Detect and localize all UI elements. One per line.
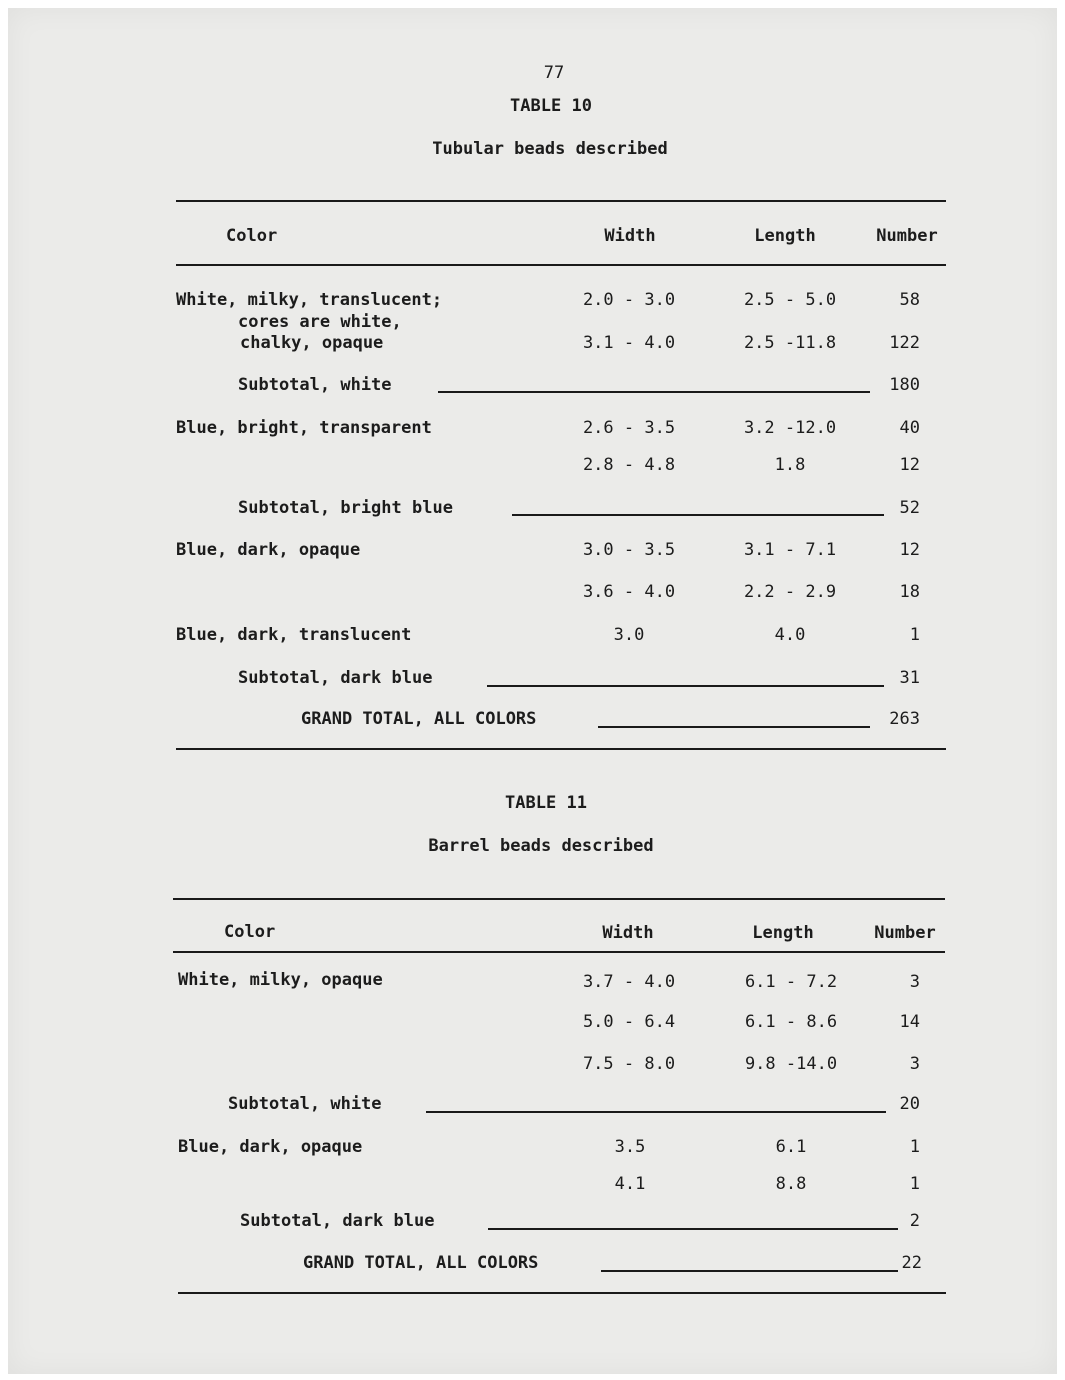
table-11-caption: Barrel beads described bbox=[428, 836, 654, 856]
table-11-row-number: 1 bbox=[909, 1137, 920, 1157]
table-10-grand-total-number: 263 bbox=[889, 709, 920, 729]
table-11-row-width: 7.5 - 8.0 bbox=[582, 1054, 676, 1074]
table-10-row-width: 3.6 - 4.0 bbox=[582, 582, 676, 602]
table-11-header-length: Length bbox=[752, 923, 814, 943]
table-10-row-color: Blue, dark, translucent bbox=[176, 625, 412, 645]
table-10-row-color: Blue, dark, opaque bbox=[176, 540, 361, 560]
table-10-subtotal-number: 31 bbox=[899, 668, 920, 688]
table-10-subtotal-label: Subtotal, bright blue bbox=[238, 498, 453, 518]
table-10-row-color: Blue, bright, transparent bbox=[176, 418, 432, 438]
table-10-top-rule bbox=[176, 200, 946, 202]
table-10-row-width: 2.8 - 4.8 bbox=[582, 455, 676, 475]
table-10-row-length: 3.2 -12.0 bbox=[743, 418, 837, 438]
table-10-header-number: Number bbox=[876, 226, 938, 246]
table-10-row-color: chalky, opaque bbox=[240, 333, 384, 353]
table-10-row-number: 12 bbox=[899, 540, 920, 560]
document-page bbox=[8, 8, 1057, 1374]
table-11-row-number: 3 bbox=[909, 1054, 920, 1074]
table-10-row-width: 3.1 - 4.0 bbox=[582, 333, 676, 353]
table-10-header-length: Length bbox=[754, 226, 816, 246]
table-10-leader-line bbox=[487, 685, 884, 687]
table-11-leader-line bbox=[426, 1111, 886, 1113]
table-10-caption: Tubular beads described bbox=[432, 139, 668, 159]
table-11-row-number: 3 bbox=[909, 972, 920, 992]
table-11-row-length: 6.1 bbox=[775, 1137, 807, 1157]
table-11-row-number: 14 bbox=[899, 1012, 920, 1032]
table-11-row-width: 3.7 - 4.0 bbox=[582, 972, 676, 992]
table-10-header-rule bbox=[176, 264, 946, 266]
table-11-bottom-rule bbox=[178, 1292, 946, 1294]
table-10-subtotal-number: 52 bbox=[899, 498, 920, 518]
table-11-header-number: Number bbox=[874, 923, 936, 943]
table-10-row-color: cores are white, bbox=[238, 312, 402, 332]
table-11-leader-line bbox=[488, 1228, 898, 1230]
table-11-row-number: 1 bbox=[909, 1174, 920, 1194]
table-11-subtotal-number: 2 bbox=[909, 1211, 920, 1231]
table-11-row-color: White, milky, opaque bbox=[178, 970, 383, 990]
table-10-row-number: 122 bbox=[889, 333, 920, 353]
table-11-row-color: Blue, dark, opaque bbox=[178, 1137, 363, 1157]
table-11-grand-total-number: 22 bbox=[901, 1253, 922, 1273]
table-11-row-length: 9.8 -14.0 bbox=[744, 1054, 838, 1074]
table-10-subtotal-label: Subtotal, white bbox=[238, 375, 392, 395]
table-11-grand-total-label: GRAND TOTAL, ALL COLORS bbox=[303, 1253, 539, 1273]
table-10-row-width: 3.0 bbox=[613, 625, 645, 645]
table-10-row-number: 12 bbox=[899, 455, 920, 475]
table-10-row-width: 3.0 - 3.5 bbox=[582, 540, 676, 560]
table-10-row-length: 2.2 - 2.9 bbox=[743, 582, 837, 602]
table-10-bottom-rule bbox=[176, 748, 946, 750]
table-11-leader-line bbox=[601, 1270, 898, 1272]
table-10-row-length: 2.5 -11.8 bbox=[743, 333, 837, 353]
table-10-row-number: 18 bbox=[899, 582, 920, 602]
table-11-top-rule bbox=[173, 898, 945, 900]
table-11-row-length: 8.8 bbox=[775, 1174, 807, 1194]
table-10-leader-line bbox=[438, 391, 870, 393]
table-10-header-width: Width bbox=[604, 226, 656, 246]
table-10-row-number: 58 bbox=[899, 290, 920, 310]
table-11-subtotal-label: Subtotal, white bbox=[228, 1094, 382, 1114]
table-11-subtotal-number: 20 bbox=[899, 1094, 920, 1114]
table-10-row-number: 40 bbox=[899, 418, 920, 438]
table-11-header-width: Width bbox=[602, 923, 654, 943]
table-10-header-color: Color bbox=[226, 226, 278, 246]
table-10-row-length: 3.1 - 7.1 bbox=[743, 540, 837, 560]
table-11-row-length: 6.1 - 8.6 bbox=[744, 1012, 838, 1032]
table-10-row-number: 1 bbox=[909, 625, 920, 645]
table-10-row-length: 4.0 bbox=[774, 625, 806, 645]
table-10-row-color: White, milky, translucent; bbox=[176, 290, 443, 310]
table-11-row-width: 3.5 bbox=[614, 1137, 646, 1157]
table-10-grand-total-label: GRAND TOTAL, ALL COLORS bbox=[301, 709, 537, 729]
table-10-subtotal-number: 180 bbox=[889, 375, 920, 395]
table-10-leader-line bbox=[512, 514, 884, 516]
table-11-row-length: 6.1 - 7.2 bbox=[744, 972, 838, 992]
table-11-header-color: Color bbox=[224, 922, 276, 942]
table-10-row-width: 2.6 - 3.5 bbox=[582, 418, 676, 438]
table-11-label: TABLE 11 bbox=[505, 793, 587, 813]
table-10-label: TABLE 10 bbox=[510, 96, 592, 116]
table-10-row-width: 2.0 - 3.0 bbox=[582, 290, 676, 310]
table-11-header-rule bbox=[173, 951, 945, 953]
table-10-leader-line bbox=[598, 726, 870, 728]
table-10-row-length: 1.8 bbox=[774, 455, 806, 475]
table-10-subtotal-label: Subtotal, dark blue bbox=[238, 668, 433, 688]
table-11-row-width: 4.1 bbox=[614, 1174, 646, 1194]
table-11-row-width: 5.0 - 6.4 bbox=[582, 1012, 676, 1032]
page-number: 77 bbox=[543, 63, 565, 83]
table-11-subtotal-label: Subtotal, dark blue bbox=[240, 1211, 435, 1231]
table-10-row-length: 2.5 - 5.0 bbox=[743, 290, 837, 310]
